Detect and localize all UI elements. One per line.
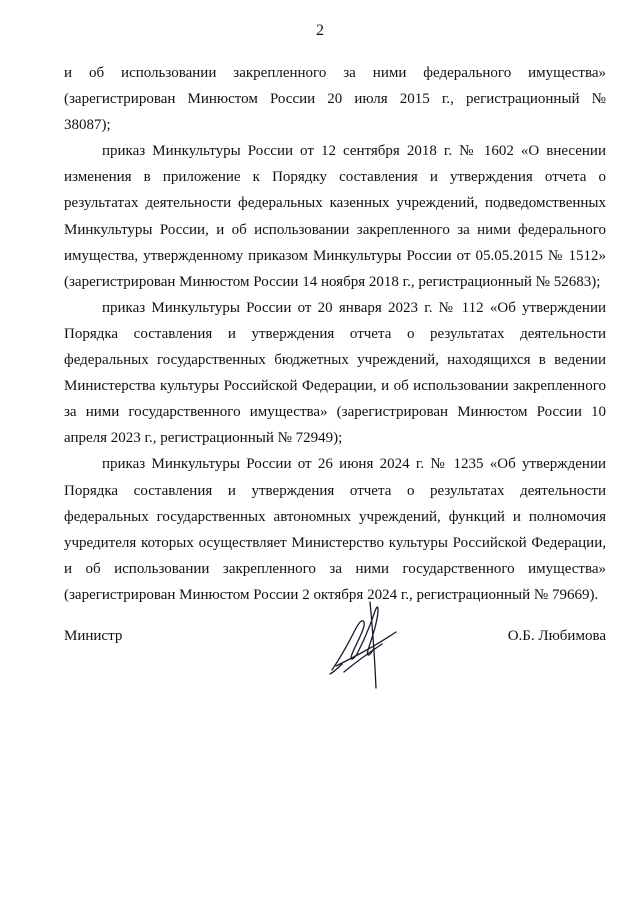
paragraph-order-1602: приказ Минкультуры России от 12 сентября 2018 г. № 1602 «О внесении изменения в приложение к Порядку составления и утверждения отчета о результатах деятельности федеральных казенных учреждений, подведомственных Минкультуры России, и об использовании закрепленного за ними федерального имущества, утвержденному приказом Минкультуры России от 05.05.2015 № 1512» (зарегистрирован Минюстом России 14 ноября 2018 г., регистрационный № 52683);	[64, 143, 606, 290]
page-number: 2	[316, 22, 324, 39]
signatory-name: О.Б. Любимова	[507, 628, 606, 644]
paragraph-continuation-order-2015: и об использовании закрепленного за ними федерального имущества» (зарегистрирован Минюстом России 20 июля 2015 г., регистрационный № 38087);	[64, 65, 606, 134]
signatory-position: Министр	[64, 628, 123, 644]
document-body	[64, 60, 606, 608]
paragraph-order-112: приказ Минкультуры России от 20 января 2023 г. № 112 «Об утверждении Порядка составления и утверждения отчета о результатах деятельности федеральных государственных бюджетных учреждений, находящихся в ведении Министерства культуры Российской Федерации, и об использовании закрепленного за ними государственного имущества» (зарегистрирован Минюстом России 10 апреля 2023 г., регистрационный № 72949);	[64, 299, 606, 447]
paragraph-order-1235: приказ Минкультуры России от 26 июня 2024 г. № 1235 «Об утверждении Порядка составления и утверждения отчета о результатах деятельности федеральных государственных автономных учреждений, функций и полномочия учредителя которых осуществляет Министерство культуры Российской Федерации, и об использовании закрепленного за ними государственного имущества» (зарегистрирован Минюстом России 2 октября 2024 г., регистрационный № 79669).	[64, 456, 606, 603]
signature-block	[64, 628, 606, 658]
